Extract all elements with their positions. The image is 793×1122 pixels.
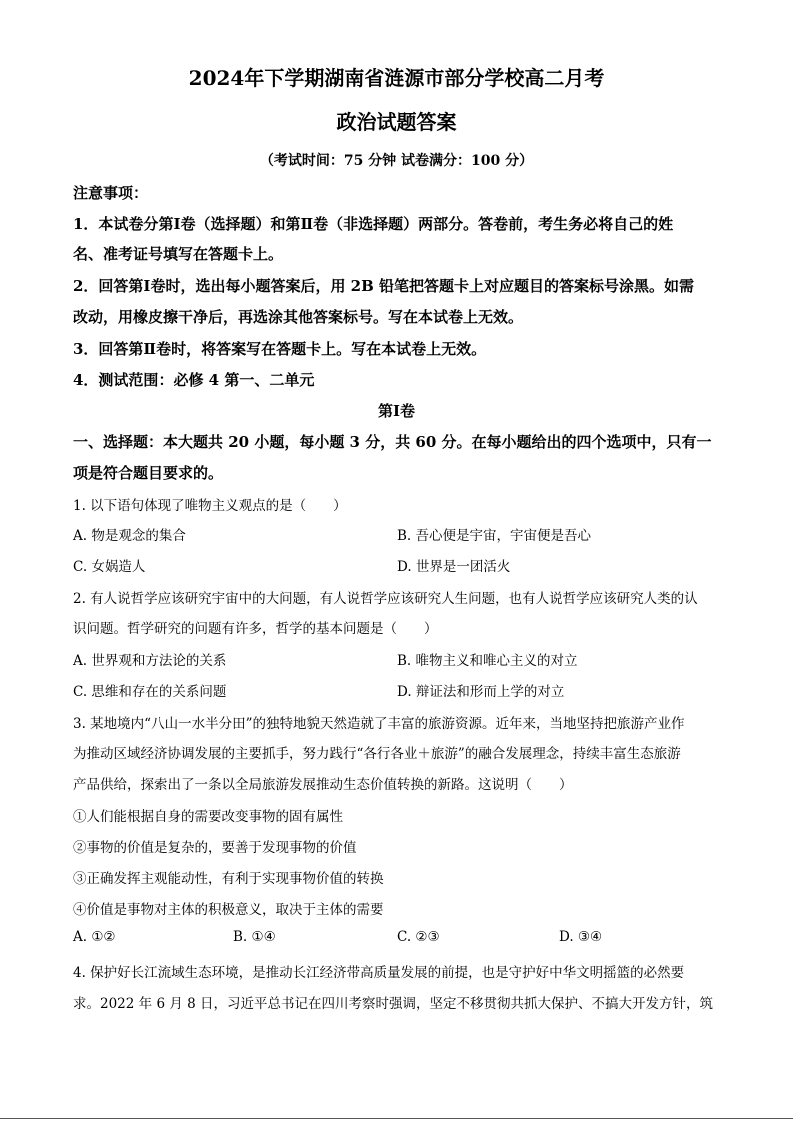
- q3-option-a: A. ①②: [73, 929, 116, 945]
- q3-option-c: C. ②③: [397, 929, 440, 945]
- q3-statement-1: ①人们能根据自身的需要改变事物的固有属性: [73, 809, 343, 825]
- notice-item-2-line-1: 2．回答第Ⅰ卷时，选出每小题答案后，用 2B 铅笔把答题卡上对应题目的答案标号涂黑。如需: [73, 277, 695, 295]
- page-subtitle: 政治试题答案: [336, 110, 457, 134]
- q4-stem-line-1: 4. 保护好长江流域生态环境，是推动长江经济带高质量发展的前提，也是守护好中华文明摇篮的必然要: [73, 965, 685, 981]
- notice-item-2-line-2: 改动，用橡皮擦干净后，再选涂其他答案标号。写在本试卷上无效。: [73, 308, 524, 326]
- notice-item-3: 3．回答第Ⅱ卷时，将答案写在答题卡上。写在本试卷上无效。: [73, 340, 487, 358]
- page-bottom-divider: [0, 1118, 793, 1119]
- q2-option-d: D. 辩证法和形而上学的对立: [397, 684, 565, 700]
- q1-option-b: B. 吾心便是宇宙，宇宙便是吾心: [397, 528, 592, 544]
- q4-stem-line-2: 求。2022 年 6 月 8 日，习近平总书记在四川考察时强调，坚定不移贯彻共抓大保护、不搞大开发方针，筑: [73, 996, 713, 1012]
- q3-statement-3: ③正确发挥主观能动性，有利于实现事物价值的转换: [73, 871, 384, 887]
- q3-statement-4: ④价值是事物对主体的积极意义，取决于主体的需要: [73, 902, 384, 918]
- q2-stem-line-1: 2. 有人说哲学应该研究宇宙中的大问题，有人说哲学应该研究人生问题，也有人说哲学应该研究人类的认: [73, 591, 698, 607]
- q2-option-a: A. 世界观和方法论的关系: [73, 653, 227, 669]
- q2-stem-line-2: 识问题。哲学研究的问题有许多，哲学的基本问题是（ ）: [73, 621, 438, 637]
- notice-item-4: 4．测试范围：必修 4 第一、二单元: [73, 371, 315, 389]
- q3-stem-line-1: 3. 某地境内“八山一水半分田”的独特地貌天然造就了丰富的旅游资源。近年来，当地坚持把旅游产业作: [73, 716, 685, 732]
- q2-option-b: B. 唯物主义和唯心主义的对立: [397, 653, 578, 669]
- notice-heading: 注意事项：: [73, 184, 149, 202]
- section-instructions-line-2: 项是符合题目要求的。: [73, 464, 224, 482]
- q3-stem-line-3: 产品供给，探索出了一条以全局旅游发展推动生态价值转换的新路。这说明（ ）: [73, 777, 573, 793]
- notice-item-1-line-2: 名、准考证号填写在答题卡上。: [73, 245, 284, 263]
- notice-item-1-line-1: 1．本试卷分第Ⅰ卷（选择题）和第Ⅱ卷（非选择题）两部分。答卷前，考生务必将自己的姓: [73, 215, 674, 233]
- volume-heading: 第Ⅰ卷: [377, 402, 416, 420]
- q1-option-d: D. 世界是一团活火: [397, 559, 511, 575]
- section-instructions-line-1: 一、选择题：本大题共 20 小题，每小题 3 分，共 60 分。在每小题给出的四个选项中，只有一: [73, 433, 712, 451]
- q3-stem-line-2: 为推动区域经济协调发展的主要抓手，努力践行“各行各业＋旅游”的融合发展理念，持续丰富生态旅游: [73, 746, 681, 762]
- exam-info: （考试时间：75 分钟 试卷满分：100 分）: [259, 153, 534, 169]
- q3-option-b: B. ①④: [233, 929, 276, 945]
- q1-stem: 1. 以下语句体现了唯物主义观点的是（ ）: [73, 498, 347, 514]
- q3-option-d: D. ③④: [559, 929, 603, 945]
- q3-statement-2: ②事物的价值是复杂的，要善于发现事物的价值: [73, 840, 357, 856]
- q1-option-c: C. 女娲造人: [73, 559, 146, 575]
- q2-option-c: C. 思维和存在的关系问题: [73, 684, 227, 700]
- page-title: 2024年下学期湖南省涟源市部分学校高二月考: [188, 66, 605, 90]
- q1-option-a: A. 物是观念的集合: [73, 528, 186, 544]
